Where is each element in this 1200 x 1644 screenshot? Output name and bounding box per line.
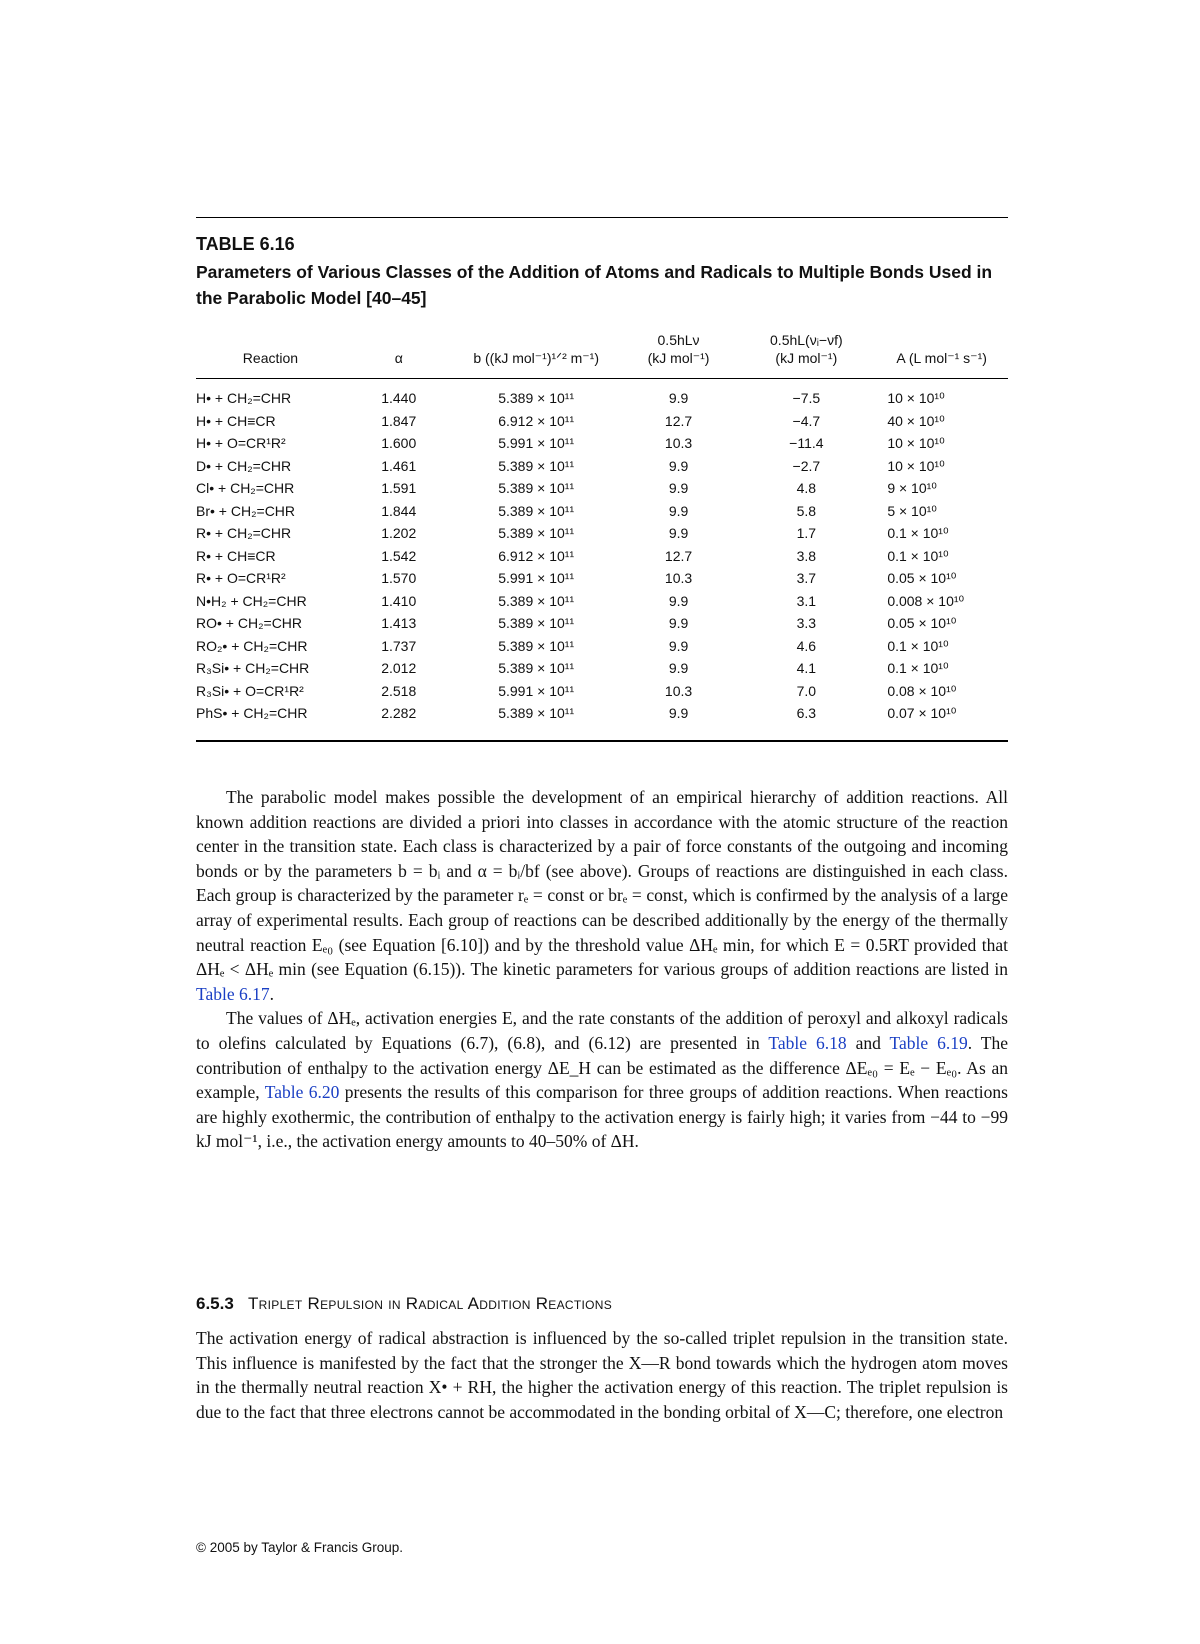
cell-reaction: R₃Si• + O=CR¹R²: [196, 682, 304, 699]
cell-d: 4.8: [796, 480, 817, 496]
link-table-6-20[interactable]: Table 6.20: [264, 1082, 340, 1103]
cell-a: 0.08 × 10¹⁰: [887, 682, 957, 699]
paragraph-2-text-d: presents the results of this comparison for three groups of addition reactions. When reactions are highly exothermic, the contribution of enthalpy to the activation energy is fairly high; it varies from −44 to −99 kJ mol⁻¹, i.e., the activation energy amounts to 40–50% of ΔH.: [196, 1082, 1008, 1152]
table-top-rule: [196, 217, 1008, 218]
paragraph-1: [196, 785, 1008, 1006]
cell-d: −11.4: [789, 435, 824, 451]
cell-a: 9 × 10¹⁰: [887, 480, 937, 496]
cell-d: 4.1: [796, 660, 817, 676]
table-title: Parameters of Various Classes of the Addition of Atoms and Radicals to Multiple Bonds Used in the Parabolic Model [40–45]: [196, 262, 993, 308]
cell-e: 12.7: [664, 547, 693, 564]
cell-d: 3.1: [796, 592, 817, 609]
cell-reaction: H• + CH₂=CHR: [196, 390, 292, 406]
cell-d: −7.5: [792, 390, 821, 406]
cell-b: 6.912 × 10¹¹: [498, 547, 575, 564]
cell-b: 5.389 × 10¹¹: [498, 660, 575, 676]
cell-d: −4.7: [792, 412, 821, 429]
cell-reaction: PhS• + CH₂=CHR: [196, 705, 308, 721]
cell-d: 3.7: [796, 570, 817, 586]
cell-alpha: 1.413: [381, 615, 417, 631]
cell-d: 7.0: [796, 682, 817, 699]
col-header-reaction: Reaction: [196, 348, 345, 379]
paragraph-2-text-c: . The contribution of enthalpy to the activation energy ΔE_H can be estimated as the difference ΔEₑ₀ = Eₑ − Eₑ₀. As an example,: [196, 1032, 1008, 1103]
cell-alpha: 1.202: [381, 525, 417, 541]
section-heading: [196, 1294, 612, 1314]
table-row: [196, 455, 1008, 478]
link-table-6-17[interactable]: Table 6.17: [196, 983, 270, 1004]
section-body: [196, 1326, 1008, 1424]
cell-reaction: Br• + CH₂=CHR: [196, 502, 296, 519]
link-table-6-19[interactable]: Table 6.19: [889, 1032, 968, 1053]
cell-reaction: R• + O=CR¹R²: [196, 570, 286, 586]
cell-b: 5.389 × 10¹¹: [498, 615, 575, 631]
table-row: [196, 702, 1008, 733]
cell-d: −2.7: [792, 457, 821, 474]
cell-e: 9.9: [668, 660, 689, 676]
paragraph-1-text: The parabolic model makes possible the development of an empirical hierarchy of addition reactions. All known addition reactions are divided a priori into classes in accordance with the atomic structure of the reaction center in the transition state. Each class is characterized by a pair of force constants of the outgoing and incoming bonds or by the parameters b = bᵢ and α = bᵢ/bf (see above). Groups of reactions are distinguished in each class. Each group is characterized by the parameter rₑ = const or brₑ = const, which is confirmed by the analysis of a large array of experimental results. Each group of reactions can be described additionally by the energy of the thermally neutral reaction Eₑ₀ (see Equation [6.10]) and by the threshold value ΔHₑ min, for which E = 0.5RT provided that ΔHₑ < ΔHₑ min (see Equation (6.15)). The kinetic parameters for various groups of addition reactions are listed in: [196, 787, 1008, 980]
cell-e: 9.9: [668, 525, 689, 541]
cell-a: 0.07 × 10¹⁰: [887, 705, 957, 721]
cell-alpha: 1.591: [381, 480, 417, 496]
table-row: [196, 545, 1008, 568]
cell-e: 12.7: [664, 412, 693, 429]
cell-e: 10.3: [664, 435, 693, 451]
cell-b: 5.389 × 10¹¹: [498, 457, 575, 474]
paragraph-2-text-a: The values of ΔHₑ, activation energies E, and the rate constants of the addition of peroxyl and alkoxyl radicals to olefins calculated by Equations (6.7), (6.8), and (6.12) are presented in: [196, 1008, 1008, 1053]
cell-b: 5.389 × 10¹¹: [498, 390, 575, 406]
cell-a: 10 × 10¹⁰: [887, 390, 945, 406]
col-header-alpha: α: [345, 348, 453, 379]
cell-b: 6.912 × 10¹¹: [498, 412, 575, 429]
cell-reaction: N•H₂ + CH₂=CHR: [196, 592, 307, 609]
cell-b: 5.991 × 10¹¹: [498, 682, 575, 699]
cell-e: 9.9: [668, 480, 689, 496]
section-title: Triplet Repulsion in Radical Addition Reactions: [247, 1294, 613, 1313]
paragraph-3: The activation energy of radical abstraction is influenced by the so-called triplet repulsion in the transition state. This influence is manifested by the fact that the stronger the X—R bond towards which the hydrogen atom moves in the thermally neutral reaction X• + RH, the higher the activation energy of this reaction. The triplet repulsion is due to the fact that three electrons cannot be accommodated in the bonding orbital of X—C; therefore, one electron: [196, 1328, 1008, 1422]
table-row: [196, 432, 1008, 455]
cell-alpha: 1.600: [381, 435, 417, 451]
col-header-a: A (L mol⁻¹ s⁻¹): [875, 348, 1008, 379]
cell-b: 5.389 × 10¹¹: [498, 480, 575, 496]
cell-a: 10 × 10¹⁰: [887, 457, 945, 474]
cell-alpha: 2.012: [381, 660, 417, 676]
table-row: [196, 657, 1008, 680]
col-header-energy-unit: (kJ mol⁻¹): [620, 348, 738, 379]
cell-d: 3.3: [796, 615, 817, 631]
copyright-footer: © 2005 by Taylor & Francis Group.: [196, 1540, 404, 1555]
cell-alpha: 1.542: [381, 547, 417, 564]
cell-a: 5 × 10¹⁰: [887, 502, 937, 519]
cell-alpha: 1.844: [381, 502, 417, 519]
cell-reaction: R• + CH₂=CHR: [196, 525, 292, 541]
cell-reaction: H• + O=CR¹R²: [196, 435, 286, 451]
cell-alpha: 2.518: [381, 682, 417, 699]
section-number: 6.5.3: [196, 1294, 234, 1313]
parameters-table: [196, 326, 1008, 733]
cell-b: 5.389 × 10¹¹: [498, 525, 575, 541]
cell-b: 5.389 × 10¹¹: [498, 637, 575, 654]
table-row: [196, 612, 1008, 635]
table-row: [196, 379, 1008, 410]
col-header-energy-top: 0.5hLν: [657, 332, 700, 348]
cell-reaction: R₃Si• + CH₂=CHR: [196, 660, 310, 676]
table-row: [196, 500, 1008, 523]
link-table-6-18[interactable]: Table 6.18: [768, 1032, 847, 1053]
cell-reaction: R• + CH≡CR: [196, 547, 276, 564]
cell-alpha: 1.570: [381, 570, 417, 586]
cell-alpha: 2.282: [381, 705, 417, 721]
cell-b: 5.991 × 10¹¹: [498, 435, 575, 451]
col-header-diff-top: 0.5hL(νᵢ−νf): [770, 332, 843, 348]
cell-reaction: H• + CH≡CR: [196, 412, 276, 429]
cell-e: 9.9: [668, 705, 689, 721]
table-row: [196, 522, 1008, 545]
cell-reaction: RO• + CH₂=CHR: [196, 615, 303, 631]
cell-e: 9.9: [668, 637, 689, 654]
table-row: [196, 567, 1008, 590]
cell-a: 10 × 10¹⁰: [887, 435, 945, 451]
table-label: TABLE 6.16: [196, 234, 295, 254]
cell-alpha: 1.440: [381, 390, 417, 406]
cell-b: 5.389 × 10¹¹: [498, 705, 575, 721]
table-row: [196, 680, 1008, 703]
cell-e: 9.9: [668, 457, 689, 474]
cell-e: 9.9: [668, 615, 689, 631]
body-paragraphs: [196, 785, 1008, 1154]
cell-a: 0.05 × 10¹⁰: [887, 570, 957, 586]
cell-a: 0.05 × 10¹⁰: [887, 615, 957, 631]
cell-d: 6.3: [796, 705, 817, 721]
table-bottom-rule: [196, 740, 1008, 742]
cell-b: 5.991 × 10¹¹: [498, 570, 575, 586]
paragraph-2: [196, 1006, 1008, 1154]
cell-alpha: 1.737: [381, 637, 417, 654]
cell-a: 0.008 × 10¹⁰: [887, 592, 965, 609]
cell-e: 9.9: [668, 390, 689, 406]
table-row: [196, 477, 1008, 500]
paragraph-1-end: .: [269, 983, 274, 1004]
cell-a: 0.1 × 10¹⁰: [887, 660, 949, 676]
cell-reaction: Cl• + CH₂=CHR: [196, 480, 295, 496]
cell-alpha: 1.847: [381, 412, 417, 429]
cell-a: 40 × 10¹⁰: [887, 412, 945, 429]
cell-a: 0.1 × 10¹⁰: [887, 637, 949, 654]
cell-alpha: 1.461: [381, 457, 417, 474]
cell-d: 1.7: [796, 525, 817, 541]
cell-e: 9.9: [668, 502, 689, 519]
cell-d: 5.8: [796, 502, 817, 519]
col-header-diff-unit: (kJ mol⁻¹): [737, 348, 875, 379]
cell-reaction: D• + CH₂=CHR: [196, 457, 292, 474]
table-row: [196, 410, 1008, 433]
cell-b: 5.389 × 10¹¹: [498, 502, 575, 519]
paragraph-2-text-b: and: [846, 1032, 890, 1053]
table-header-row-2: [196, 348, 1008, 379]
cell-e: 10.3: [664, 570, 693, 586]
cell-d: 4.6: [796, 637, 817, 654]
cell-b: 5.389 × 10¹¹: [498, 592, 575, 609]
cell-a: 0.1 × 10¹⁰: [887, 525, 949, 541]
table-header-row-1: [196, 326, 1008, 348]
cell-reaction: RO₂• + CH₂=CHR: [196, 637, 308, 654]
cell-a: 0.1 × 10¹⁰: [887, 547, 949, 564]
cell-alpha: 1.410: [381, 592, 417, 609]
cell-e: 10.3: [664, 682, 693, 699]
cell-d: 3.8: [796, 547, 817, 564]
cell-e: 9.9: [668, 592, 689, 609]
col-header-b: b ((kJ mol⁻¹)¹ᐟ² m⁻¹): [453, 348, 620, 379]
table-row: [196, 635, 1008, 658]
table-row: [196, 590, 1008, 613]
